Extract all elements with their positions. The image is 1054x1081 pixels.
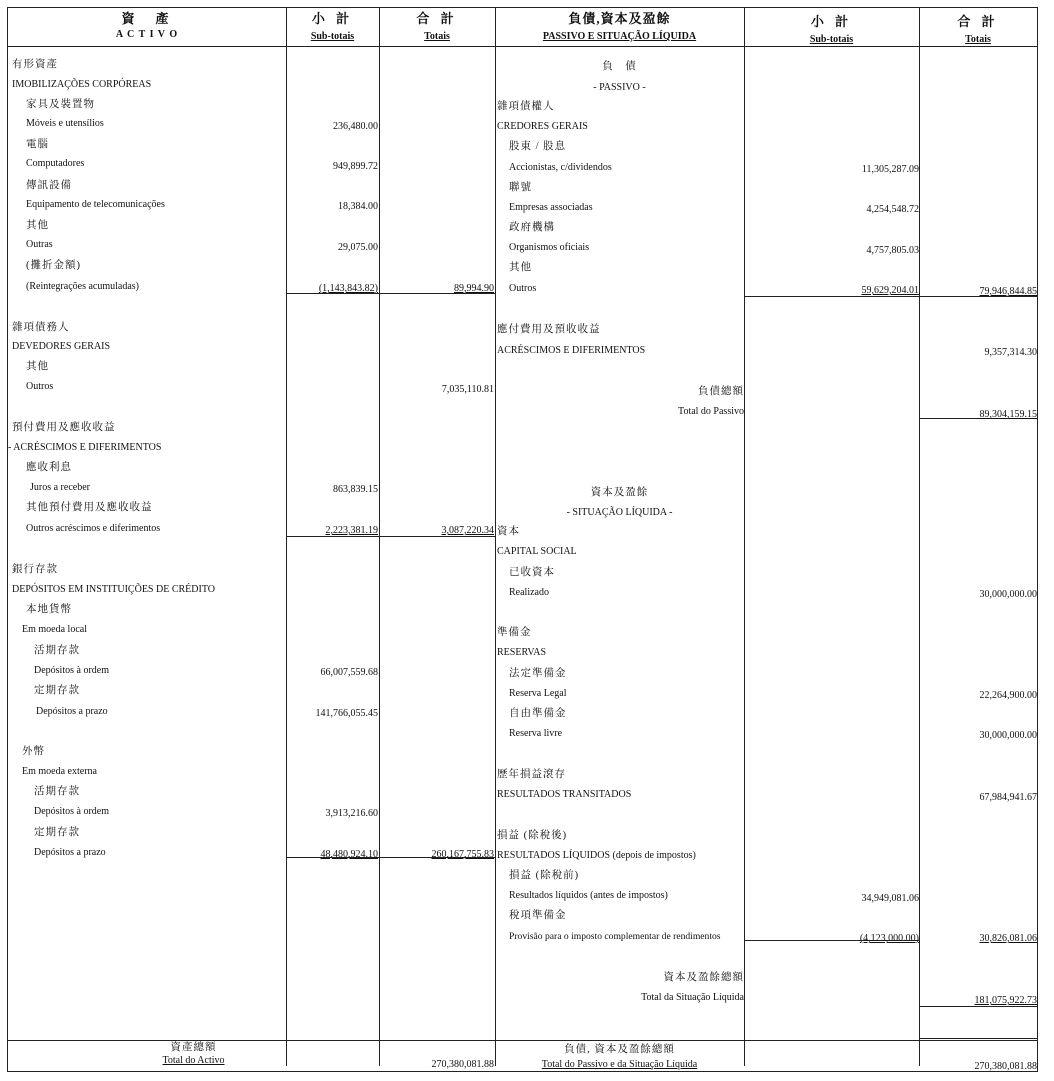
label: 資本及盈餘總額: [663, 972, 744, 983]
label: Organismos oficiais: [509, 242, 590, 253]
label: Total da Situação Líquida: [641, 992, 744, 1003]
label: Juros a receber: [30, 482, 90, 493]
section-title: - PASSIVO -: [593, 82, 646, 93]
section-heading: IMOBILIZAÇÕES CORPÓREAS: [12, 79, 152, 90]
value: 236,480.00: [333, 121, 378, 132]
total-value: 79,946,844.85: [979, 286, 1037, 297]
col-rule: [379, 8, 380, 1066]
total-value: 89,994.90: [454, 283, 494, 294]
label: Depósitos a prazo: [34, 847, 106, 858]
section-heading: CREDORES GERAIS: [497, 121, 588, 132]
label: (Reintegrações acumuladas): [26, 281, 140, 292]
header-totals-zh: 合 計: [416, 11, 458, 26]
label: 其他預付費用及應收收益: [26, 502, 153, 513]
col-rule: [495, 8, 496, 1066]
section-heading: ACRÉSCIMOS E DIFERIMENTOS: [497, 345, 646, 356]
section-heading: CAPITAL SOCIAL: [497, 546, 577, 557]
label: 聯號: [509, 182, 532, 193]
label: 家具及裝置物: [26, 99, 95, 110]
total-value: 260,167,755.83: [431, 849, 494, 860]
label: 自由準備金: [509, 708, 567, 719]
label: Realizado: [509, 587, 549, 598]
label: Em moeda local: [22, 624, 87, 635]
value: 48,480,924.10: [320, 849, 378, 860]
label: 本地貨幣: [26, 604, 72, 615]
label: 稅項準備金: [509, 910, 567, 921]
label: Em moeda externa: [22, 766, 97, 777]
label: Outros: [26, 381, 54, 392]
section-title: 資本及盈餘: [590, 487, 649, 498]
value: 11,305,287.09: [861, 164, 919, 175]
label: 其他: [509, 262, 532, 273]
label: 傳訊設備: [26, 180, 72, 191]
label: 歷年損益滾存: [497, 769, 566, 780]
total-value: 30,000,000.00: [979, 589, 1037, 600]
label: Total do Passivo: [678, 406, 744, 417]
col-rule: [286, 8, 287, 1066]
label: Empresas associadas: [509, 202, 593, 213]
label: 活期存款: [34, 786, 80, 797]
label: 外幣: [22, 746, 45, 757]
value: 2,223,381.19: [325, 525, 378, 536]
value: 34,949,081.06: [861, 893, 919, 904]
label: Outros: [509, 283, 537, 294]
total-value: 67,984,941.67: [979, 792, 1037, 803]
header-rule: [8, 46, 1037, 47]
total-passivo-pt: Total do Passivo e da Situação Líquida: [541, 1059, 698, 1070]
total-value: 3,087,220.34: [441, 525, 494, 536]
label: 資本: [497, 526, 520, 537]
label: Depósitos à ordem: [34, 665, 109, 676]
label: Móveis e utensílios: [26, 118, 104, 129]
label: 定期存款: [34, 685, 80, 696]
label: Reserva livre: [509, 728, 563, 739]
label: 已收資本: [509, 567, 555, 578]
header-activo-zh: 資 產: [121, 11, 173, 26]
header-subtotals-zh: 小 計: [311, 11, 354, 26]
label: Resultados líquidos (antes de impostos): [509, 890, 668, 901]
header-passivo-pt: PASSIVO E SITUAÇÃO LÍQUIDA: [542, 31, 697, 42]
value: 3,913,216.60: [325, 808, 378, 819]
total-value: 7,035,110.81: [441, 384, 494, 395]
section-heading: DEVEDORES GERAIS: [12, 341, 111, 352]
label: 政府機構: [509, 222, 555, 233]
label: 銀行存款: [12, 564, 58, 575]
label: 準備金: [497, 627, 532, 638]
total-value: 30,000,000.00: [979, 730, 1037, 741]
label: 損益 (除稅後): [497, 830, 568, 841]
label: Computadores: [26, 158, 85, 169]
label: 電腦: [26, 139, 49, 150]
section-title: 負 債: [602, 61, 637, 72]
value: 66,007,559.68: [320, 667, 378, 678]
label: Equipamento de telecomunicações: [26, 199, 165, 210]
total-value: 9,357,314.30: [984, 347, 1037, 358]
label: 預付費用及應收收益: [12, 422, 116, 433]
total-rule: [8, 1040, 1037, 1041]
section-heading: RESERVAS: [497, 647, 547, 658]
value: 18,384.00: [338, 201, 378, 212]
total-activo-value: 270,380,081.88: [431, 1059, 494, 1070]
total-value: 22,264,900.00: [979, 690, 1037, 701]
section-heading: RESULTADOS TRANSITADOS: [497, 789, 632, 800]
value: 59,629,204.01: [861, 285, 919, 296]
label: 其他: [26, 361, 49, 372]
label: Outras: [26, 239, 53, 250]
label: Reserva Legal: [509, 688, 567, 699]
label: Outros acréscimos e diferimentos: [26, 523, 161, 534]
section-title: - SITUAÇÃO LÍQUIDA -: [566, 507, 673, 518]
value: 4,254,548.72: [866, 204, 919, 215]
balance-sheet: [7, 7, 1038, 1072]
total-value: 30,826,081.06: [979, 933, 1037, 944]
total-activo-zh: 資產總額: [170, 1042, 217, 1053]
header-subtotals-pt: Sub-totais: [310, 31, 355, 42]
label: 應收利息: [26, 462, 72, 473]
total-passivo-value: 270,380,081.88: [974, 1061, 1037, 1072]
label: 負債總額: [698, 386, 744, 397]
label: 定期存款: [34, 827, 80, 838]
label: Provisão para o imposto complementar de rendimentos: [509, 931, 721, 942]
label: 法定準備金: [509, 668, 567, 679]
label: (攤折金額): [26, 260, 81, 271]
label: Accionistas, c/dividendos: [509, 162, 612, 173]
value: (1,143,843.82): [318, 283, 378, 294]
header-totals2-pt: Totais: [965, 34, 991, 45]
section-heading: RESULTADOS LÍQUIDOS (depois de impostos): [497, 850, 696, 861]
label: 應付費用及預收收益: [497, 324, 601, 335]
total-value: 89,304,159.15: [979, 409, 1037, 420]
value: 863,839.15: [333, 484, 378, 495]
header-passivo-zh: 負債,資本及盈餘: [568, 11, 671, 26]
total-passivo-zh: 負債, 資本及盈餘總額: [564, 1044, 675, 1055]
header-activo-pt: A C T I V O: [115, 29, 179, 40]
section-heading: - ACRÉSCIMOS E DIFERIMENTOS: [8, 442, 162, 453]
label: 其他: [26, 220, 49, 231]
section-heading: DEPÓSITOS EM INSTITUIÇÕES DE CRÉDITO: [12, 584, 215, 595]
label: 雜項債務人: [12, 322, 70, 333]
label: 活期存款: [34, 645, 80, 656]
value: 949,899.72: [333, 161, 378, 172]
label: Depósitos à ordem: [34, 806, 109, 817]
value: 141,766,055.45: [315, 708, 378, 719]
col-rule: [919, 8, 920, 1066]
header-subtotals2-pt: Sub-totais: [809, 34, 854, 45]
header-totals-pt: Totais: [424, 31, 450, 42]
total-activo-pt: Total do Activo: [162, 1055, 225, 1066]
label: 雜項債權人: [497, 101, 555, 112]
section-rule: [919, 1038, 1037, 1039]
value: (4,123,000.00): [859, 933, 919, 944]
header-subtotals2-zh: 小 計: [810, 14, 853, 29]
label: Depósitos a prazo: [36, 706, 108, 717]
header-totals2-zh: 合 計: [957, 14, 999, 29]
total-value: 181,075,922.73: [974, 995, 1037, 1006]
value: 29,075.00: [338, 242, 378, 253]
label: 股東 / 股息: [509, 141, 567, 152]
value: 4,757,805.03: [866, 245, 919, 256]
label: 損益 (除稅前): [509, 870, 580, 881]
label: 有形資產: [12, 59, 58, 70]
col-rule: [744, 8, 745, 1066]
